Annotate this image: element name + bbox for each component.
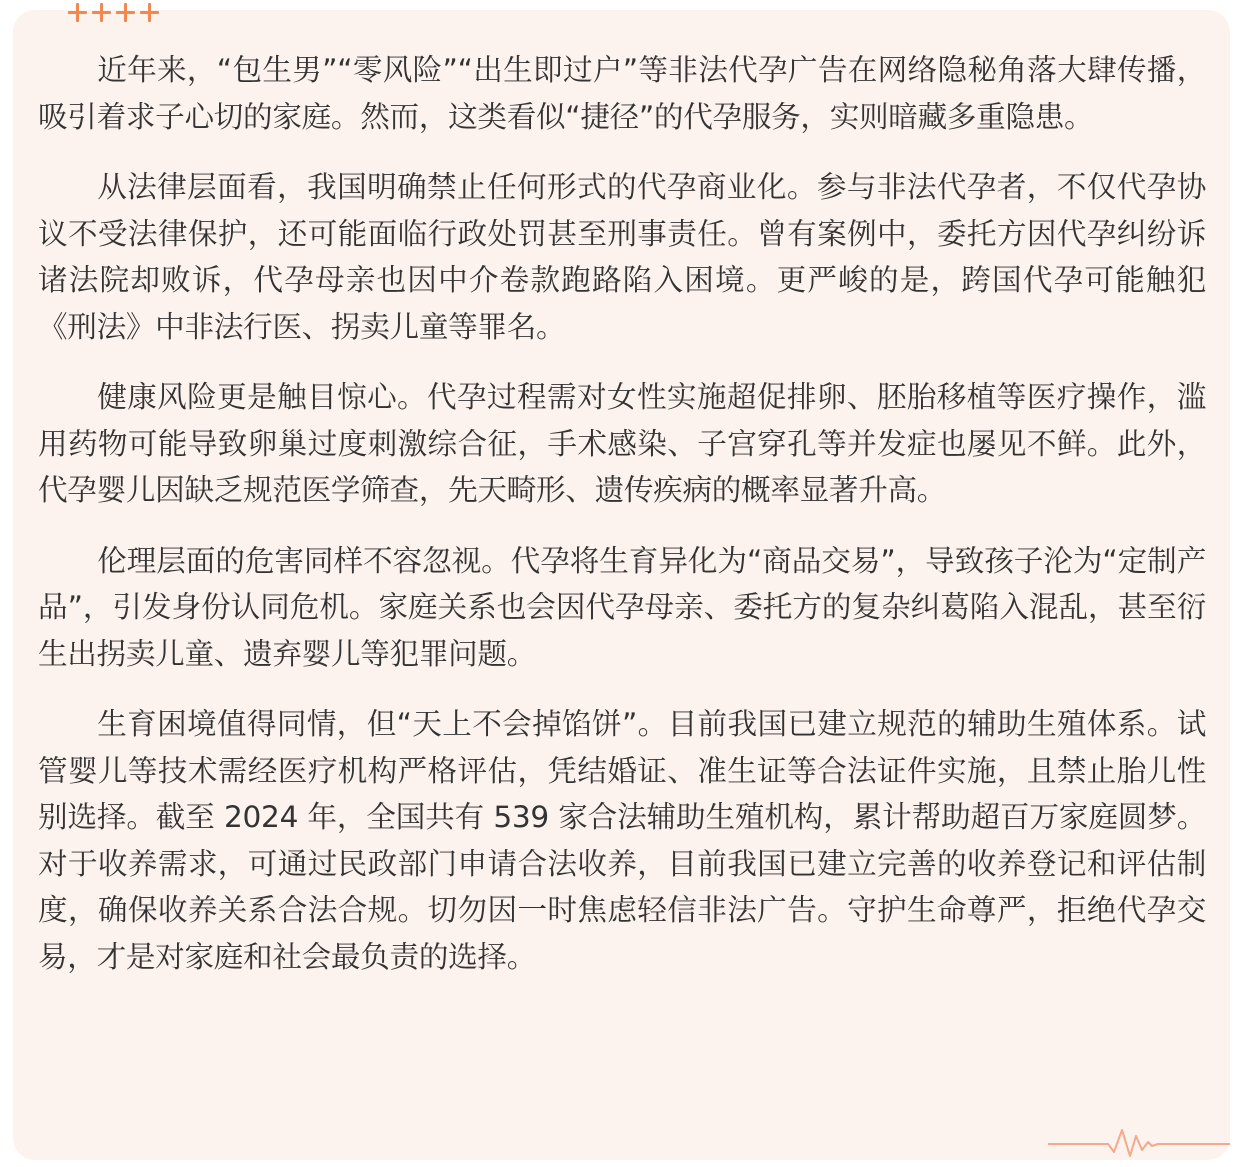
heartbeat-line-icon <box>1048 1122 1230 1162</box>
paragraph-health: 健康风险更是触目惊心。代孕过程需对女性实施超促排卵、胚胎移植等医疗操作，滥用药物可能导致卵巢过度刺激综合征，手术感染、子宫穿孔等并发症也屡见不鲜。此外，代孕婴儿因缺乏规范医学筛查，先天畸形、遗传疾病的概率显著升高。 <box>38 380 1206 507</box>
plus-cross-icon <box>92 3 111 22</box>
paragraph-conclusion: 生育困境值得同情，但“天上不会掉馅饼”。目前我国已建立规范的辅助生殖体系。试管婴儿等技术需经医疗机构严格评估，凭结婚证、准生证等合法证件实施，且禁止胎儿性别选择。截至 2024 年，全国共有 539 家合法辅助生殖机构，累计帮助超百万家庭圆梦。对于收养需求，可通过民政部门申请合法收养，目前我国已建立完善的收养登记和评估制度，确保收养关系合法合规。切勿因一时焦虑轻信非法广告。守护生命尊严，拒绝代孕交易，才是对家庭和社会最负责的选择。 <box>38 707 1206 974</box>
paragraph-intro: 近年来，“包生男”“零风险”“出生即过户”等非法代孕广告在网络隐秘角落大肆传播，吸引着求子心切的家庭。然而，这类看似“捷径”的代孕服务，实则暗藏多重隐患。 <box>38 53 1206 134</box>
decorative-plus-row <box>68 3 159 29</box>
paragraph-legal: 从法律层面看，我国明确禁止任何形式的代孕商业化。参与非法代孕者，不仅代孕协议不受法律保护，还可能面临行政处罚甚至刑事责任。曾有案例中，委托方因代孕纠纷诉诸法院却败诉，代孕母亲也因中介卷款跑路陷入困境。更严峻的是，跨国代孕可能触犯《刑法》中非法行医、拐卖儿童等罪名。 <box>38 170 1206 344</box>
paragraph-ethics: 伦理层面的危害同样不容忽视。代孕将生育异化为“商品交易”，导致孩子沦为“定制产品”，引发身份认同危机。家庭关系也会因代孕母亲、委托方的复杂纠葛陷入混乱，甚至衍生出拐卖儿童、遗弃婴儿等犯罪问题。 <box>38 543 1206 671</box>
plus-cross-icon <box>68 3 87 22</box>
article-body <box>38 47 1206 1004</box>
plus-cross-icon <box>140 3 159 22</box>
plus-cross-icon <box>116 3 135 22</box>
